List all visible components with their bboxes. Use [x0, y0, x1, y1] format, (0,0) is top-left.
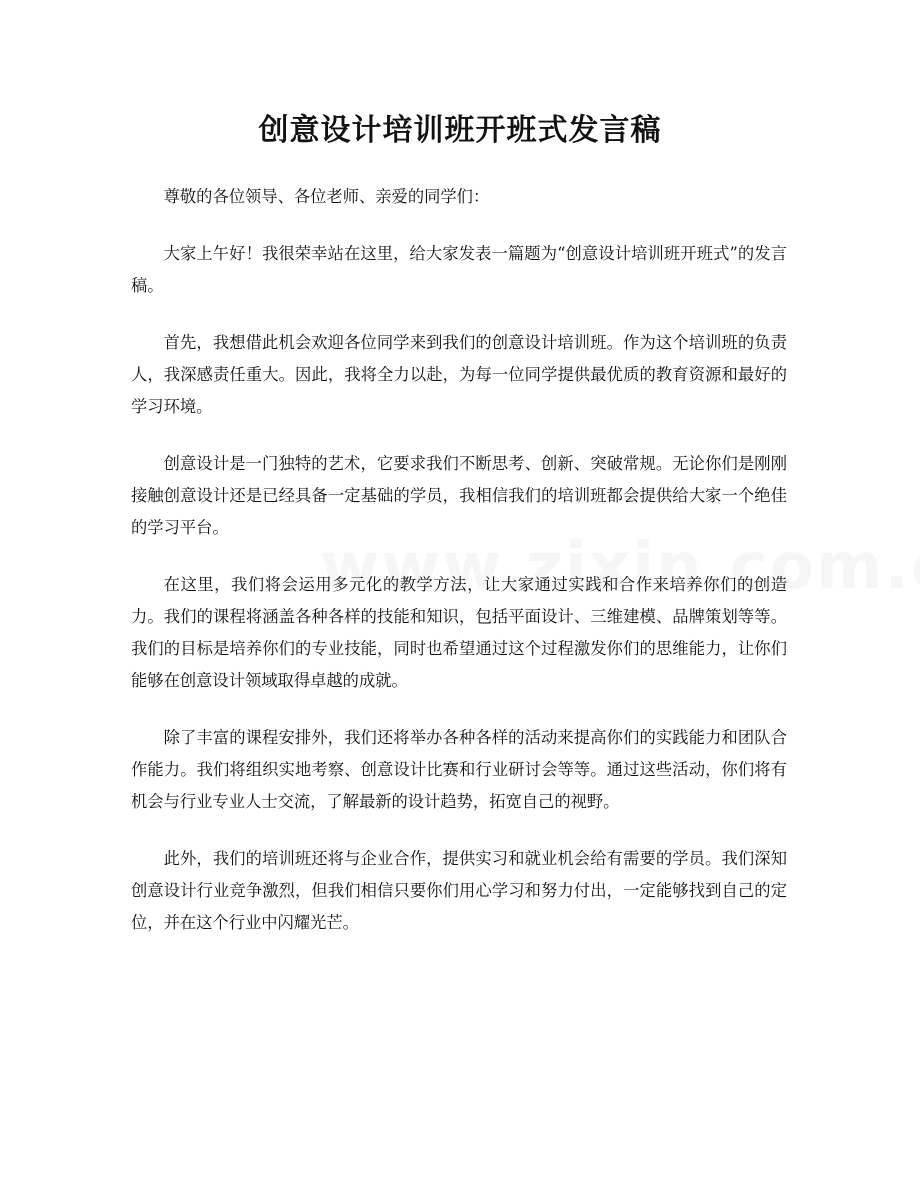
document-title: 创意设计培训班开班式发言稿	[258, 113, 662, 148]
greeting-paragraph: 大家上午好！我很荣幸站在这里，给大家发表一篇题为“创意设计培训班开班式”的发言稿。	[131, 244, 787, 295]
creative-design-paragraph: 创意设计是一门独特的艺术，它要求我们不断思考、创新、突破常规。无论你们是刚刚接触创意设计还是已经具备一定基础的学员，我相信我们的培训班都会提供给大家一个绝佳的学习平台。	[131, 454, 787, 537]
activities-paragraph: 除了丰富的课程安排外，我们还将举办各种各样的活动来提高你们的实践能力和团队合作能力。我们将组织实地考察、创意设计比赛和行业研讨会等等。通过这些活动，你们将有机会与行业专业人士交流，了解最新的设计趋势，拓宽自己的视野。	[131, 728, 787, 811]
career-paragraph: 此外，我们的培训班还将与企业合作，提供实习和就业机会给有需要的学员。我们深知创意设计行业竞争激烈，但我们相信只要你们用心学习和努力付出，一定能够找到自己的定位，并在这个行业中闪耀光芒。	[131, 849, 787, 932]
salutation-paragraph: 尊敬的各位领导、各位老师、亲爱的同学们：	[163, 187, 490, 206]
document-body	[131, 181, 787, 964]
teaching-methods-paragraph: 在这里，我们将会运用多元化的教学方法，让大家通过实践和合作来培养你们的创造力。我们的课程将涵盖各种各样的技能和知识，包括平面设计、三维建模、品牌策划等等。我们的目标是培养你们的专业技能，同时也希望通过这个过程激发你们的思维能力，让你们能够在创意设计领域取得卓越的成就。	[131, 575, 787, 690]
welcome-paragraph: 首先，我想借此机会欢迎各位同学来到我们的创意设计培训班。作为这个培训班的负责人，我深感责任重大。因此，我将全力以赴，为每一位同学提供最优质的教育资源和最好的学习环境。	[131, 333, 787, 416]
